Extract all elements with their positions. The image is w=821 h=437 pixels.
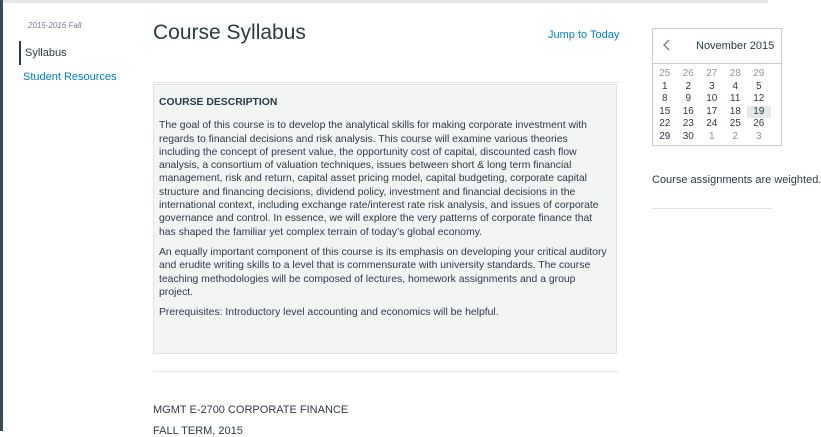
calendar-day[interactable]: 5 [755,80,762,92]
term-line: FALL TERM, 2015 [153,425,243,437]
calendar-day[interactable]: 1 [708,130,715,142]
calendar-grid [653,64,781,145]
jump-to-today-link[interactable]: Jump to Today [548,29,620,41]
calendar-day[interactable]: 16 [682,105,694,117]
calendar-day[interactable]: 23 [682,118,694,129]
calendar-day[interactable]: 29 [753,68,765,79]
calendar-header [653,29,781,64]
calendar-day[interactable]: 10 [706,93,718,104]
course-description-box [153,84,617,354]
description-paragraph: An equally important component of this course is its emphasis on developing your critical auditory and erudite writing skills to a level that is commensurate with university standards. The course teaching methodologies will be composed of lectures, homework assignments and a group project. [159,246,607,298]
calendar-day[interactable]: 2 [732,130,739,142]
calendar-day[interactable]: 26 [682,68,694,79]
calendar-week-row [653,93,781,106]
calendar-day[interactable]: 12 [753,93,765,104]
calendar-day[interactable]: 26 [753,118,765,129]
calendar-day[interactable]: 25 [659,68,671,79]
course-title: MGMT E-2700 CORPORATE FINANCE [153,404,349,416]
calendar-month-label: November 2015 [696,40,775,52]
calendar-week-row [653,81,781,94]
calendar-day[interactable]: 28 [729,68,741,79]
description-paragraph: The goal of this course is to develop the analytical skills for making corporate investment with regards to financial decisions and risk analysis. This course will examine various theories including the concept of present value, the opportunity cost of capital, discounted cash flow analysis, a consortium of valuation techniques, issues between short & long term financial management, risk and return, capital asset pricing model, capital budgeting, corporate capital structure and financing decisions, dividend policy, investment and financial decisions in the international context, including exchange rate/interest rate risk analysis, and issues of corporate governance and control. In essence, we will explore the very patterns of corporate finance that has shaped the familiar yet complex terrain of today’s global economy. [159,120,599,238]
assignment-weight-note: Course assignments are weighted. [652,174,821,186]
calendar-day[interactable]: 22 [659,118,671,129]
calendar-week-row [653,106,781,119]
header-rule [3,0,768,3]
calendar-week-row [653,131,781,144]
calendar-day[interactable]: 17 [706,105,718,117]
mini-calendar [652,28,782,146]
divider [153,82,619,83]
calendar-day[interactable]: 30 [682,130,694,142]
course-description-heading: COURSE DESCRIPTION [159,97,278,108]
calendar-day[interactable]: 27 [706,68,718,79]
page-title: Course Syllabus [153,21,306,44]
calendar-day[interactable]: 19 [747,106,771,119]
calendar-day[interactable]: 25 [729,118,741,129]
calendar-week-row [653,118,781,131]
calendar-day[interactable]: 15 [659,105,671,117]
divider [652,208,772,209]
calendar-day[interactable]: 11 [730,93,741,104]
calendar-day[interactable]: 3 [708,80,715,92]
calendar-day[interactable]: 18 [729,105,741,117]
calendar-day[interactable]: 24 [706,118,718,129]
nav-item-student-resources[interactable]: Student Resources [23,71,117,83]
global-nav-rail [0,0,3,431]
term-label: 2015-2016 Fall [28,21,82,30]
chevron-left-icon[interactable] [662,38,672,55]
prerequisites-paragraph: Prerequisites: Introductory level accounting and economics will be helpful. [159,307,499,319]
calendar-week-row [653,68,781,81]
divider [153,371,619,372]
calendar-day[interactable]: 2 [685,80,692,92]
calendar-day[interactable]: 8 [661,93,668,104]
nav-item-syllabus[interactable]: Syllabus [19,41,67,65]
calendar-day[interactable]: 9 [685,93,692,104]
calendar-day[interactable]: 1 [661,80,668,92]
calendar-day[interactable]: 4 [732,80,739,92]
calendar-day[interactable]: 3 [755,130,762,142]
calendar-day[interactable]: 29 [659,130,671,142]
